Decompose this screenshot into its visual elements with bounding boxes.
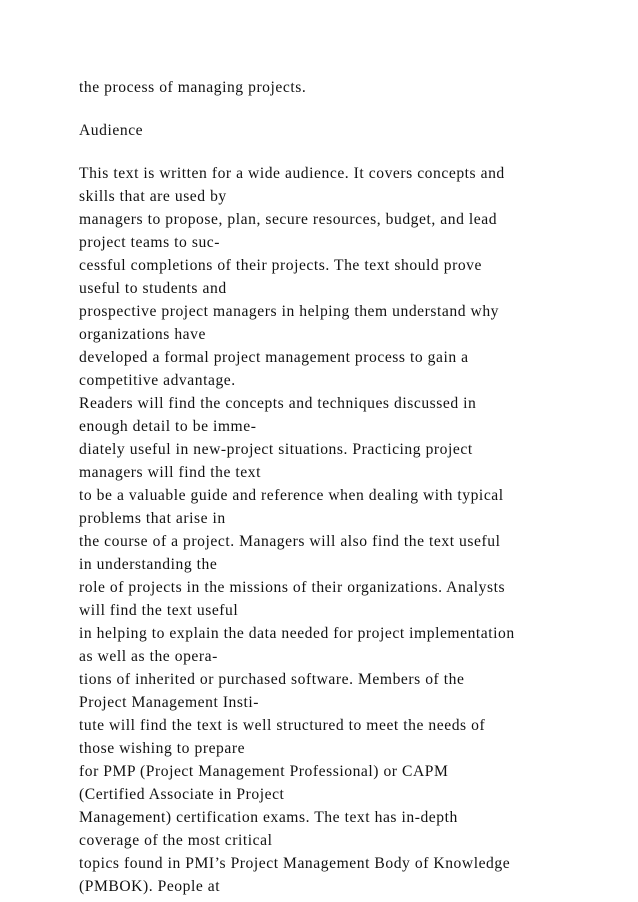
body-line: as well as the opera- — [79, 648, 218, 665]
body-line: problems that arise in — [79, 510, 226, 527]
body-line: tute will find the text is well structured to meet the needs of — [79, 717, 486, 734]
body-line: Readers will find the concepts and techniques discussed in — [79, 395, 477, 412]
body-line: will find the text useful — [79, 602, 239, 619]
body-line: managers to propose, plan, secure resources, budget, and lead — [79, 211, 498, 228]
body-line: developed a formal project management process to gain a — [79, 349, 469, 366]
body-line: tions of inherited or purchased software. Members of the — [79, 671, 465, 688]
body-line: the course of a project. Managers will also find the text useful — [79, 533, 501, 550]
body-line: topics found in PMI’s Project Management Body of Knowledge — [79, 855, 511, 872]
body-line: in understanding the — [79, 556, 218, 573]
body-line: enough detail to be imme- — [79, 418, 257, 435]
body-line: role of projects in the missions of their organizations. Analysts — [79, 579, 506, 596]
document-text — [79, 76, 619, 898]
body-line: project teams to suc- — [79, 234, 221, 251]
body-line: those wishing to prepare — [79, 740, 246, 757]
body-line: for PMP (Project Management Professional) or CAPM — [79, 763, 449, 780]
body-line: prospective project managers in helping them understand why — [79, 303, 500, 320]
body-line: Management) certification exams. The text has in-depth — [79, 809, 458, 826]
body-line: diately useful in new-project situations. Practicing project — [79, 441, 473, 458]
body-line: useful to students and — [79, 280, 227, 297]
opening-line: the process of managing projects. — [79, 79, 307, 96]
section-heading: Audience — [79, 122, 144, 139]
body-line: cessful completions of their projects. The text should prove — [79, 257, 482, 274]
body-line: competitive advantage. — [79, 372, 236, 389]
body-line: to be a valuable guide and reference when dealing with typical — [79, 487, 504, 504]
body-line: organizations have — [79, 326, 206, 343]
body-line: skills that are used by — [79, 188, 227, 205]
paragraph-gap — [79, 142, 619, 162]
body-line: Project Management Insti- — [79, 694, 260, 711]
paragraph-gap — [79, 99, 619, 119]
body-line: managers will find the text — [79, 464, 262, 481]
body-line: coverage of the most critical — [79, 832, 273, 849]
body-line: This text is written for a wide audience. It covers concepts and — [79, 165, 505, 182]
body-line: in helping to explain the data needed for project implementation — [79, 625, 515, 642]
body-paragraph — [79, 162, 619, 898]
body-line: (Certified Associate in Project — [79, 786, 285, 803]
body-line: (PMBOK). People at — [79, 878, 221, 895]
